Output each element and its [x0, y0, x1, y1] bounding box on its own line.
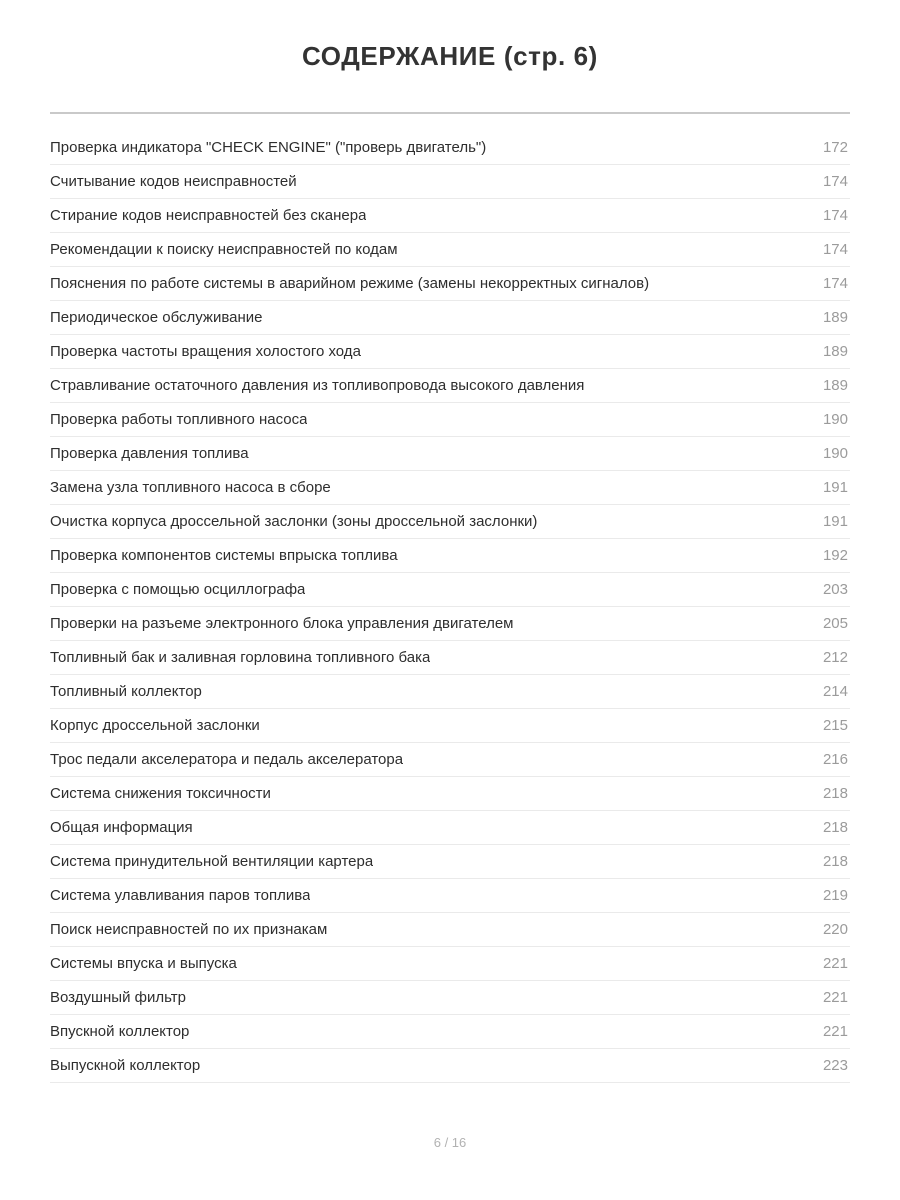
toc-entry-title: Система принудительной вентиляции картера — [50, 852, 374, 870]
toc-entry[interactable] — [50, 335, 850, 369]
toc-entry[interactable] — [50, 1049, 850, 1083]
toc-entry-page-number: 172 — [822, 138, 848, 156]
toc-entry[interactable] — [50, 675, 850, 709]
toc-entry-title: Системы впуска и выпуска — [50, 954, 237, 972]
toc-entry-title: Проверка работы топливного насоса — [50, 410, 308, 428]
toc-entry[interactable] — [50, 777, 850, 811]
toc-entry-title: Стирание кодов неисправностей без сканера — [50, 206, 367, 224]
toc-entry-title: Система улавливания паров топлива — [50, 886, 311, 904]
toc-entry-page-number: 223 — [822, 1056, 848, 1074]
toc-entry[interactable] — [50, 709, 850, 743]
toc-entry-list — [50, 131, 850, 1083]
toc-entry[interactable] — [50, 1015, 850, 1049]
toc-entry[interactable] — [50, 539, 850, 573]
toc-entry-page-number: 218 — [822, 852, 848, 870]
toc-entry-title: Проверка частоты вращения холостого хода — [50, 342, 361, 360]
toc-entry-title: Проверка с помощью осциллографа — [50, 580, 306, 598]
toc-entry[interactable] — [50, 845, 850, 879]
toc-entry[interactable] — [50, 879, 850, 913]
toc-entry-title: Выпускной коллектор — [50, 1056, 201, 1074]
toc-entry-page-number: 215 — [822, 716, 848, 734]
toc-entry[interactable] — [50, 471, 850, 505]
toc-entry-page-number: 191 — [822, 478, 848, 496]
toc-entry-page-number: 189 — [822, 308, 848, 326]
toc-entry-page-number: 212 — [822, 648, 848, 666]
toc-entry-title: Считывание кодов неисправностей — [50, 172, 297, 190]
toc-entry-page-number: 216 — [822, 750, 848, 768]
toc-entry[interactable] — [50, 403, 850, 437]
toc-entry-title: Рекомендации к поиску неисправностей по кодам — [50, 240, 398, 258]
toc-entry-title: Общая информация — [50, 818, 193, 836]
toc-entry-page-number: 174 — [822, 274, 848, 292]
toc-entry-page-number: 190 — [822, 410, 848, 428]
toc-entry[interactable] — [50, 981, 850, 1015]
toc-entry-title: Впускной коллектор — [50, 1022, 190, 1040]
toc-entry-title: Корпус дроссельной заслонки — [50, 716, 260, 734]
toc-entry[interactable] — [50, 607, 850, 641]
toc-entry[interactable] — [50, 301, 850, 335]
toc-entry-page-number: 191 — [822, 512, 848, 530]
toc-entry-page-number: 189 — [822, 342, 848, 360]
toc-entry[interactable] — [50, 505, 850, 539]
toc-entry[interactable] — [50, 641, 850, 675]
toc-entry-title: Стравливание остаточного давления из топливопровода высокого давления — [50, 376, 585, 394]
toc-entry-title: Пояснения по работе системы в аварийном режиме (замены некорректных сигналов) — [50, 274, 650, 292]
toc-entry-title: Проверка давления топлива — [50, 444, 249, 462]
toc-entry-page-number: 219 — [822, 886, 848, 904]
toc-entry[interactable] — [50, 199, 850, 233]
toc-entry-title: Периодическое обслуживание — [50, 308, 263, 326]
header-divider — [50, 112, 850, 114]
toc-entry[interactable] — [50, 233, 850, 267]
toc-entry[interactable] — [50, 165, 850, 199]
toc-entry[interactable] — [50, 947, 850, 981]
toc-entry[interactable] — [50, 369, 850, 403]
toc-entry-title: Очистка корпуса дроссельной заслонки (зоны дроссельной заслонки) — [50, 512, 538, 530]
toc-entry-page-number: 218 — [822, 818, 848, 836]
toc-entry-page-number: 220 — [822, 920, 848, 938]
toc-entry[interactable] — [50, 743, 850, 777]
toc-entry[interactable] — [50, 131, 850, 165]
toc-entry-title: Трос педали акселератора и педаль акселератора — [50, 750, 404, 768]
toc-entry-page-number: 189 — [822, 376, 848, 394]
table-of-contents — [50, 73, 850, 1083]
toc-entry-title: Топливный коллектор — [50, 682, 202, 700]
toc-entry-page-number: 205 — [822, 614, 848, 632]
toc-entry-page-number: 174 — [822, 172, 848, 190]
toc-entry[interactable] — [50, 437, 850, 471]
toc-entry[interactable] — [50, 267, 850, 301]
toc-entry-page-number: 214 — [822, 682, 848, 700]
toc-entry-page-number: 203 — [822, 580, 848, 598]
toc-entry-title: Проверка индикатора "CHECK ENGINE" ("проверь двигатель") — [50, 138, 487, 156]
page-footer: 6 / 16 — [433, 1135, 467, 1150]
toc-entry-page-number: 221 — [822, 954, 848, 972]
toc-entry-title: Поиск неисправностей по их признакам — [50, 920, 328, 938]
toc-entry-page-number: 192 — [822, 546, 848, 564]
toc-entry[interactable] — [50, 573, 850, 607]
toc-entry-title: Топливный бак и заливная горловина топливного бака — [50, 648, 431, 666]
toc-entry-title: Проверка компонентов системы впрыска топлива — [50, 546, 398, 564]
toc-entry-title: Проверки на разъеме электронного блока управления двигателем — [50, 614, 514, 632]
page-title: СОДЕРЖАНИЕ (стр. 6) — [302, 41, 598, 71]
toc-entry-page-number: 218 — [822, 784, 848, 802]
toc-entry[interactable] — [50, 913, 850, 947]
toc-entry-title: Замена узла топливного насоса в сборе — [50, 478, 331, 496]
toc-entry[interactable] — [50, 811, 850, 845]
toc-entry-page-number: 190 — [822, 444, 848, 462]
toc-entry-page-number: 221 — [822, 988, 848, 1006]
toc-entry-page-number: 174 — [822, 206, 848, 224]
toc-entry-page-number: 221 — [822, 1022, 848, 1040]
toc-entry-page-number: 174 — [822, 240, 848, 258]
toc-entry-title: Воздушный фильтр — [50, 988, 186, 1006]
toc-entry-title: Система снижения токсичности — [50, 784, 271, 802]
